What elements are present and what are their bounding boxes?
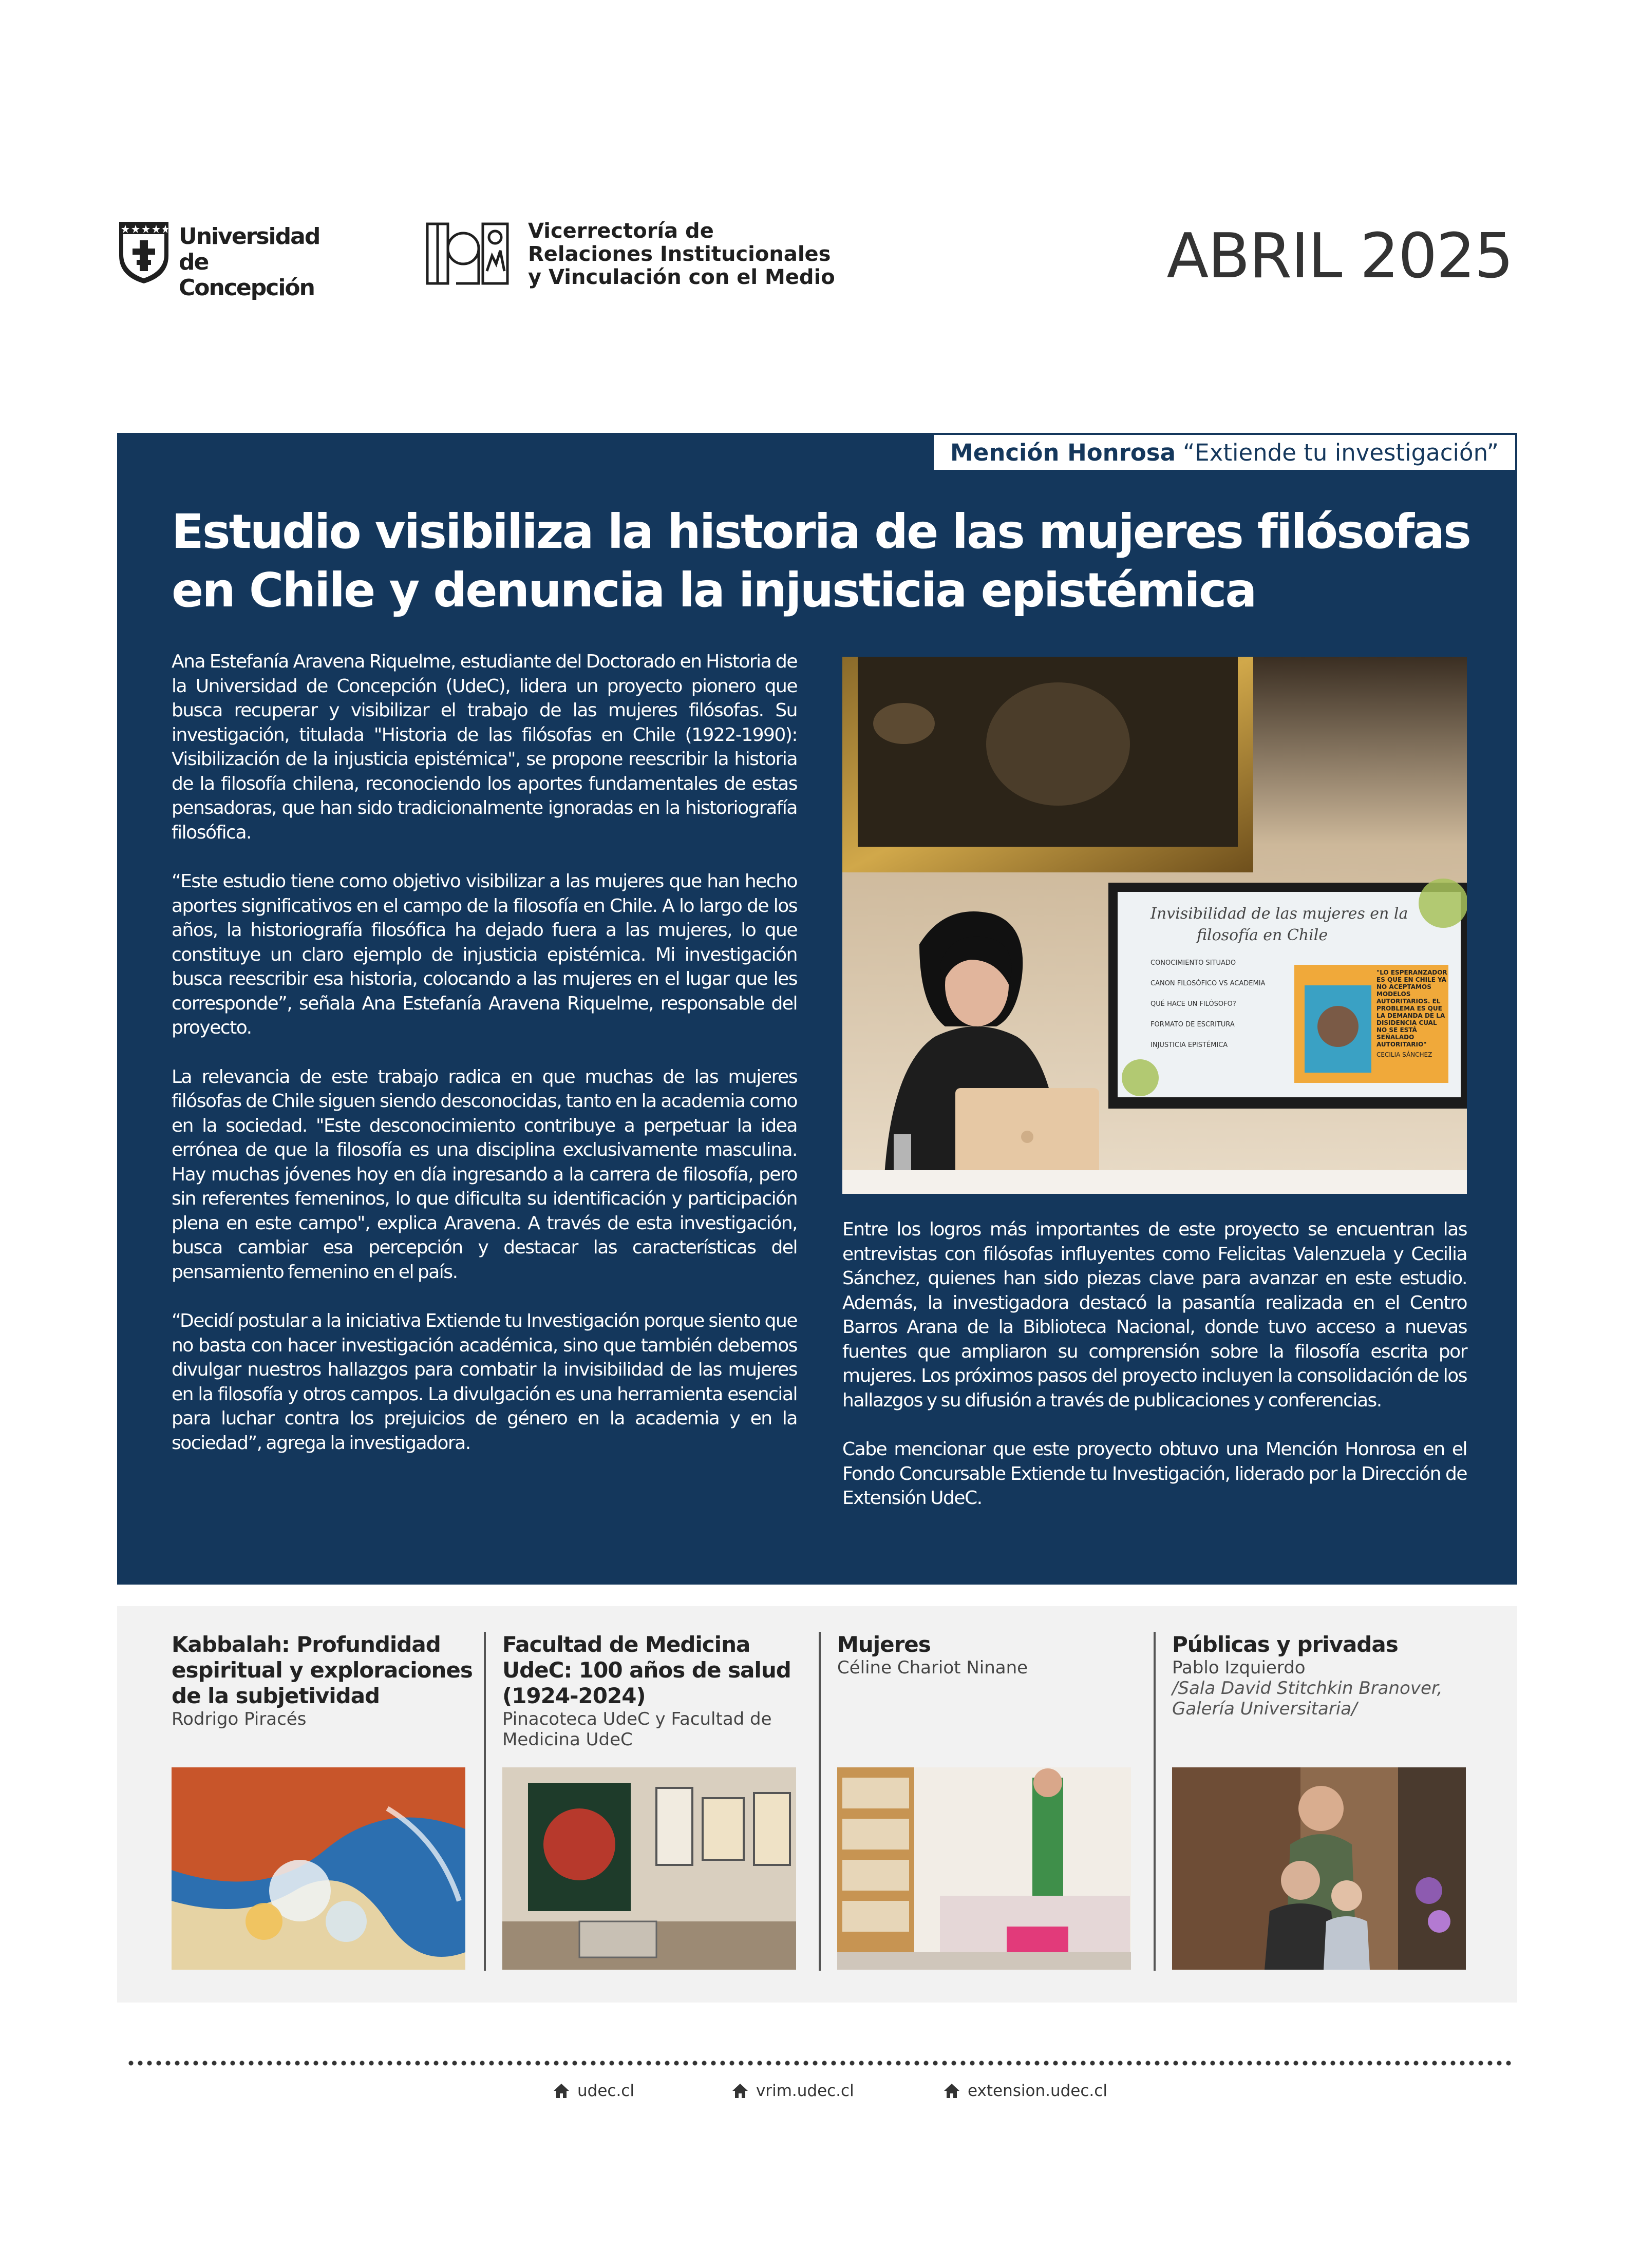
exhibition-title: Mujeres [837, 1632, 931, 1657]
slide-quote: "LO ESPERANZADOR ES QUE EN CHILE YA NO ACEPTAMOS MODELOS AUTORITARIOS. EL PROBLEMA ES QUE LA DEMANDA DE LA DISIDENCIA CUAL NO SE ESTÁ SEÑALADO AUTORITARIO" [1376, 969, 1447, 1048]
udec-seal-icon [117, 220, 171, 284]
exhibition-title: Públicas y privadas [1172, 1632, 1398, 1657]
presentation-scene [842, 657, 1467, 1194]
footer-link-label: vrim.udec.cl [756, 2082, 854, 2100]
article-column-left [172, 650, 797, 1480]
exhibition-artist: Pinacoteca UdeC y Facultad de Medicina UdeC [502, 1709, 772, 1750]
home-icon [731, 2083, 749, 2099]
slide-bullet: INJUSTICIA EPISTÉMICA [1150, 1041, 1228, 1049]
home-icon [553, 2083, 570, 2099]
vrim-mark-icon [425, 220, 512, 288]
exhibition-venue: /Sala David Stitchkin Branover, Galería Universitaria/ [1172, 1678, 1443, 1719]
exhibition-artist: Céline Chariot Ninane [837, 1657, 1028, 1678]
issue-date: ABRIL 2025 [1166, 221, 1513, 292]
udec-wordmark [179, 224, 333, 301]
slide-bullet: CANON FILOSÓFICO VS ACADEMIA [1150, 980, 1266, 987]
exhibition-card[interactable] [502, 1632, 810, 1750]
article-photo [842, 657, 1467, 1194]
home-icon [943, 2083, 960, 2099]
article-paragraph: Entre los logros más importantes de este proyecto se encuentran las entrevistas con filósofas influyentes como Felicitas Valenzuela y Cecilia Sánchez, quienes han sido piezas clave para avanzar en este estudio. Además, la investigadora destacó la pasantía realizada en el Centro Barros Arana de la Biblioteca Nacional, donde tuvo acceso a nuevas fuentes que ampliaron su comprensión sobre la filosofía escrita por mujeres. Los próximos pasos del proyecto incluyen la consolidación de los hallazgos y su difusión a través de publicaciones y conferencias. [842, 1219, 1467, 1411]
exhibition-image[interactable] [172, 1767, 465, 1970]
slide-title-line1: Invisibilidad de las mujeres en la [1150, 905, 1408, 923]
exhibition-image[interactable] [502, 1767, 796, 1970]
exhibition-title: Facultad de Medicina UdeC: 100 años de salud (1924-2024) [502, 1632, 791, 1708]
footer-link-label: extension.udec.cl [968, 2082, 1107, 2100]
exhibition-image[interactable] [1172, 1767, 1466, 1970]
exhibition-artist: Rodrigo Piracés [172, 1709, 307, 1729]
vrim-wordmark [528, 220, 835, 289]
udec-wordmark-line1: Universidad [179, 223, 320, 250]
article-paragraph: Ana Estefanía Aravena Riquelme, estudiante del Doctorado en Historia de la Universidad de Concepción (UdeC), lidera un proyecto pionero que busca recuperar y visibilizar el trabajo de las mujeres filósofas. Su investigación, titulada "Historia de las filósofas en Chile (1922-1990): Visibilización de la injusticia epistémica", se propone reescribir la historia de la filosofía chilena, reconociendo los aportes fundamentales de estas pensadoras, que han sido tradicionalmente ignoradas en la historiografía filosófica. [172, 651, 797, 843]
exhibition-card[interactable] [837, 1632, 1145, 1678]
award-badge-text: “Extiende tu investigación” [1182, 439, 1499, 466]
award-badge-bold: Mención Honrosa [950, 439, 1176, 466]
vrim-wordmark-line2: Relaciones Institucionales [528, 242, 831, 266]
udec-logo[interactable] [117, 220, 333, 301]
exhibition-artist: Pablo Izquierdo [1172, 1657, 1306, 1678]
footer-link-extension[interactable] [943, 2082, 1107, 2100]
vrim-wordmark-line1: Vicerrectoría de [528, 219, 714, 243]
vrim-logo[interactable] [425, 220, 836, 289]
award-badge [932, 433, 1517, 472]
footer-link-label: udec.cl [577, 2082, 634, 2100]
card-divider [484, 1632, 486, 1971]
exhibition-image[interactable] [837, 1767, 1131, 1970]
exhibition-card[interactable] [1172, 1632, 1485, 1719]
card-divider [1154, 1632, 1156, 1971]
slide-bullet: QUÉ HACE UN FILÓSOFO? [1150, 1000, 1236, 1008]
slide-title-line2: filosofía en Chile [1197, 926, 1328, 944]
article-paragraph: La relevancia de este trabajo radica en que muchas de las mujeres filósofas de Chile siguen siendo desconocidas, tanto en la academia como en la sociedad. "Este desconocimiento contribuye a perpetuar la idea errónea de que la filosofía es una disciplina exclusivamente masculina. Hay muchas jóvenes hoy en día ingresando a la carrera de filosofía, pero sin referentes femeninos, lo que dificulta su identificación y participación plena en este campo", explica Aravena. A través de esta investigación, busca cambiar esa percepción y destacar las características del pensamiento femenino en el país. [172, 1066, 797, 1283]
slide-bullet: FORMATO DE ESCRITURA [1150, 1021, 1235, 1028]
family-photo [1172, 1767, 1466, 1970]
exhibitions-strip [117, 1606, 1517, 2003]
article-headline: Estudio visibiliza la historia de las mujeres filósofas en Chile y denuncia la injusticia epistémica [172, 504, 1470, 618]
slide-quote-author: CECILIA SÁNCHEZ [1376, 1051, 1432, 1058]
article-paragraph: “Este estudio tiene como objetivo visibilizar a las mujeres que han hecho aportes significativos en el campo de la filosofía en Chile. A lo largo de los años, la historiografía filosófica ha dejado fuera a las mujeres, lo que constituye un claro ejemplo de injusticia epistémica. Mi investigación busca reescribir esa historia, colocando a las mujeres en el lugar que les corresponde”, señala Ana Estefanía Aravena Riquelme, responsable del proyecto. [172, 871, 797, 1038]
udec-wordmark-line2: de Concepción [179, 249, 314, 301]
article-column-right [842, 1217, 1467, 1535]
footer-link-udec[interactable] [553, 2082, 634, 2100]
vrim-wordmark-line3: y Vinculación con el Medio [528, 265, 835, 289]
slide-bullet: CONOCIMIENTO SITUADO [1150, 959, 1236, 967]
abstract-painting [172, 1767, 465, 1970]
footer-dotted-rule [126, 2060, 1513, 2066]
interior-photo [837, 1767, 1131, 1970]
gallery-room [502, 1767, 796, 1970]
article-paragraph: “Decidí postular a la iniciativa Extiende tu Investigación porque siento que no basta con hacer investigación académica, sino que también debemos divulgar nuestros hallazgos para combatir la invisibilidad de las mujeres en la filosofía y otros campos. La divulgación es una herramienta esencial para luchar contra los prejuicios de género en la academia y en la sociedad”, agrega la investigadora. [172, 1310, 797, 1454]
footer-link-vrim[interactable] [731, 2082, 854, 2100]
exhibition-card[interactable] [172, 1632, 475, 1729]
article-paragraph: Cabe mencionar que este proyecto obtuvo una Mención Honrosa en el Fondo Concursable Extiende tu Investigación, liderado por la Dirección de Extensión UdeC. [842, 1439, 1467, 1509]
exhibition-title: Kabbalah: Profundidad espiritual y exploraciones de la subjetividad [172, 1632, 473, 1708]
feature-article [117, 433, 1517, 1585]
card-divider [819, 1632, 821, 1971]
